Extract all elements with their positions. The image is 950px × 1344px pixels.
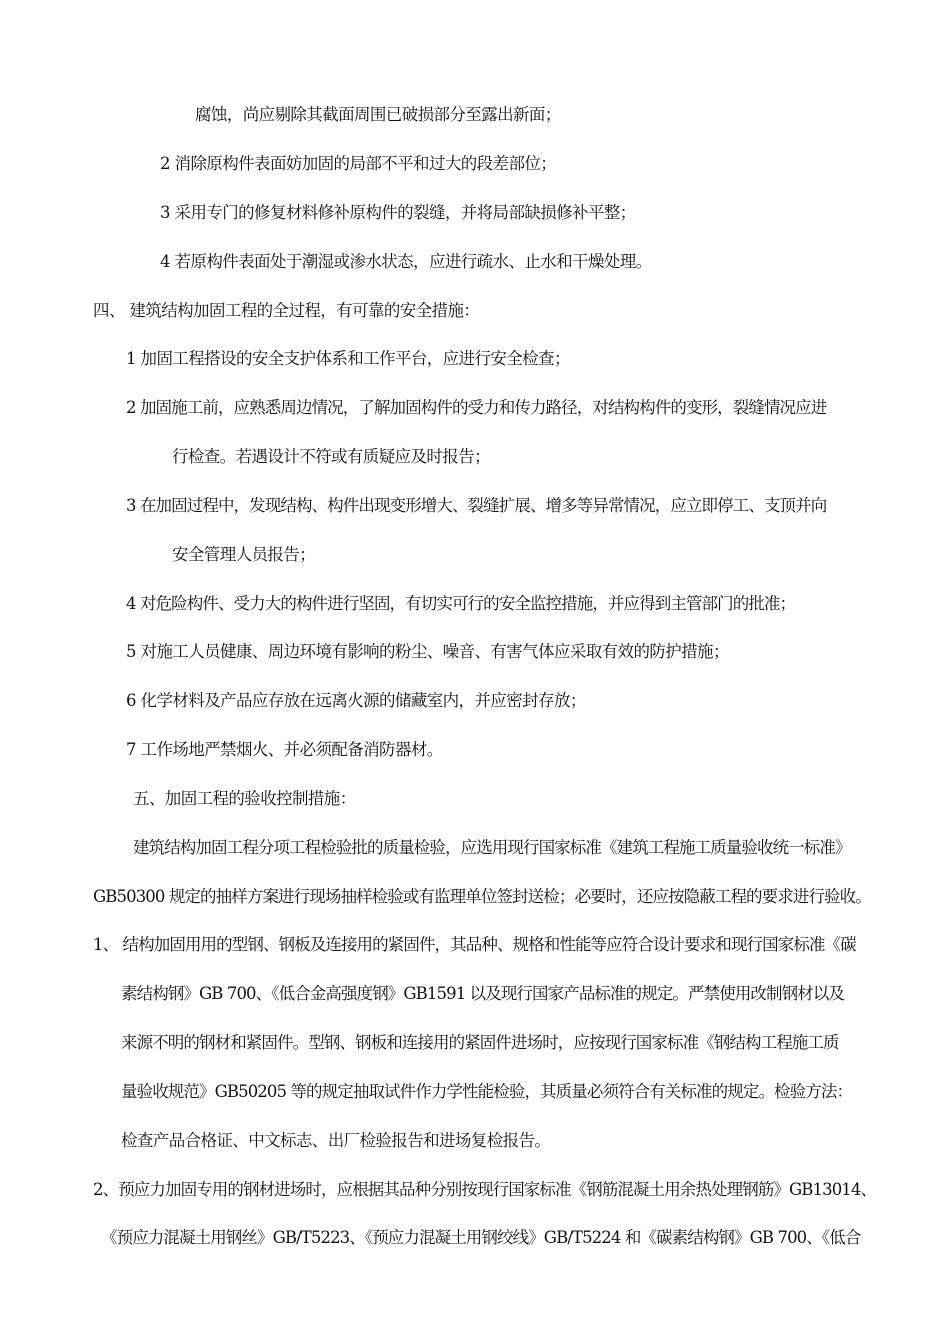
text-line: 建筑结构加固工程分项工程检验批的质量检验，应选用现行国家标准《建筑工程施工质量验收统一标准》 bbox=[133, 838, 851, 857]
text-line: 素结构钢》GB 700、《低合金高强度钢》GB1591 以及现行国家产品标准的规定。严禁使用改制钢材以及 bbox=[121, 984, 845, 1003]
text-line: 4 若原构件表面处于潮湿或渗水状态，应进行疏水、止水和干燥处理。 bbox=[160, 252, 652, 271]
text-line: 1、 结构加固用用的型钢、钢板及连接用的紧固件，其品种、规格和性能等应符合设计要求和现行国家标准《碳 bbox=[93, 935, 856, 954]
text-line: 行检查。若遇设计不符或有质疑应及时报告； bbox=[172, 447, 491, 466]
text-line: 3 采用专门的修复材料修补原构件的裂缝，并将局部缺损修补平整； bbox=[160, 203, 636, 222]
text-line: 2、预应力加固专用的钢材进场时，应根据其品种分别按现行国家标准《钢筋混凝土用余热处理钢筋》GB13014、 bbox=[93, 1180, 877, 1199]
text-line: 2 消除原构件表面妨加固的局部不平和过大的段差部位； bbox=[160, 154, 557, 173]
text-line: 1 加固工程搭设的安全支护体系和工作平台，应进行安全检查； bbox=[126, 349, 570, 368]
text-line: 3 在加固过程中，发现结构、构件出现变形增大、裂缝扩展、增多等异常情况，应立即停工、支顶并向 bbox=[126, 496, 827, 515]
text-line: 检查产品合格证、中文标志、出厂检验报告和进场复检报告。 bbox=[121, 1131, 551, 1150]
section-heading: 五、加固工程的验收控制措施： bbox=[133, 789, 356, 808]
text-line: 7 工作场地严禁烟火、并必须配备消防器材。 bbox=[126, 740, 443, 759]
text-line: 2 加固施工前，应熟悉周边情况，了解加固构件的受力和传力路径，对结构构件的变形，裂缝情况应进 bbox=[126, 398, 827, 417]
text-line: 腐蚀，尚应剔除其截面周围已破损部分至露出新面； bbox=[195, 105, 561, 124]
text-line: 安全管理人员报告； bbox=[172, 545, 316, 564]
text-line: 来源不明的钢材和紧固件。型钢、钢板和连接用的紧固件进场时，应按现行国家标准《钢结构工程施工质 bbox=[121, 1033, 839, 1052]
text-line: 4 对危险构件、受力大的构件进行坚固，有切实可行的安全监控措施，并应得到主管部门的批准； bbox=[126, 594, 796, 613]
text-line: 《预应力混凝土用钢丝》GB/T5223、《预应力混凝土用钢绞线》GB/T5224 和《碳素结构钢》GB 700、《低合 bbox=[101, 1228, 861, 1247]
text-line: 6 化学材料及产品应存放在远离火源的储藏室内，并应密封存放； bbox=[126, 691, 586, 710]
text-line: 量验收规范》GB50205 等的规定抽取试件作力学性能检验，其质量必须符合有关标准的规定。检验方法： bbox=[121, 1082, 853, 1101]
text-line: 5 对施工人员健康、周边环境有影响的粉尘、噪音、有害气体应采取有效的防护措施； bbox=[126, 642, 729, 661]
text-line: GB50300 规定的抽样方案进行现场抽样检验或有监理单位签封送检；必要时，还应按隐蔽工程的要求进行验收。 bbox=[93, 887, 871, 906]
section-heading: 四、 建筑结构加固工程的全过程，有可靠的安全措施： bbox=[93, 301, 480, 320]
